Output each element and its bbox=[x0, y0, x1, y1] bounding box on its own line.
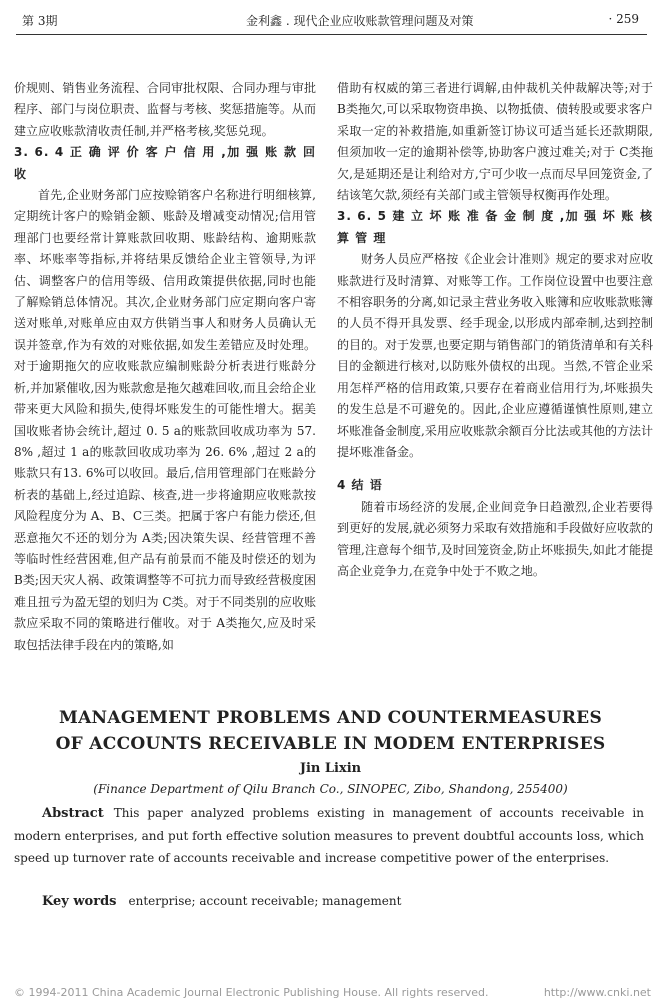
english-title-line-1: MANAGEMENT PROBLEMS AND COUNTERMEASURES bbox=[58, 708, 603, 728]
header-rule bbox=[16, 34, 647, 35]
page-header bbox=[16, 10, 647, 40]
section-heading-3-6-5: 3. 6. 5 建 立 坏 账 准 备 金 制 度 ,加 强 坏 账 核 算 管 理 bbox=[337, 209, 653, 245]
english-affiliation: (Finance Department of Qilu Branch Co., SINOPEC, Zibo, Shandong, 255400) bbox=[93, 782, 568, 796]
page-number: · 259 bbox=[608, 12, 639, 26]
english-author: Jin Lixin bbox=[299, 761, 362, 776]
english-abstract bbox=[14, 802, 644, 869]
right-column bbox=[337, 78, 653, 582]
english-keywords bbox=[42, 894, 401, 909]
body-paragraph: 随着市场经济的发展,企业间竞争日趋激烈,企业若要得到更好的发展,就必须努力采取有效措施和手段做好应收款的管理,注意每个细节,及时回笼资金,防止坏账损失,如此才能提高企业竞争力,在竞争中处于不败之地。 bbox=[337, 499, 653, 578]
issue-number: 第 3期 bbox=[22, 14, 58, 28]
keywords-text: enterprise; account receivable; management bbox=[128, 894, 402, 908]
continued-paragraph: 价规则、销售业务流程、合同审批权限、合同办理与审批程序、部门与岗位职责、监督与考核、奖惩措施等。从而建立应收账款清收责任制,并严格考核,奖惩兑现。 bbox=[14, 81, 316, 138]
abstract-text: This paper analyzed problems existing in management of accounts receivable in modern enterprises, and put forth effective solution measures to prevent doubtful accounts loss, which speed up turnover rate of accounts receivable and increase competitive power of the enterprises. bbox=[14, 806, 644, 865]
english-title-line-2: OF ACCOUNTS RECEIVABLE IN MODEM ENTERPRISES bbox=[55, 734, 606, 754]
page-footer bbox=[14, 986, 651, 999]
abstract-label: Abstract bbox=[42, 806, 104, 821]
continued-paragraph: 借助有权威的第三者进行调解,由仲裁机关仲裁解决等;对于 B类拖欠,可以采取物资串换、以物抵债、债转股或要求客户采取一定的补救措施,如重新签订协议可适当延长还款期限,但须加收一定的逾期补偿等,协助客户渡过难关;对于 C类拖欠,是延期还是让利给对方,宁可少收一点而尽早回笼资金,了结该笔欠款,须经有关部门或主管领导权衡再作处理。 bbox=[337, 81, 653, 203]
keywords-label: Key words bbox=[42, 894, 117, 909]
running-title: 金利鑫 . 现代企业应收账款管理问题及对策 bbox=[246, 14, 474, 28]
body-paragraph: 首先,企业财务部门应按赊销客户名称进行明细核算,定期统计客户的赊销金额、账龄及增减变动情况;信用管理部门也要经常计算账款回收期、账龄结构、逾期账款率、坏账率等指标,并将结果反馈给企业主管领导,为评估、调整客户的信用等级、信用政策提供依据,同时也能了解赊销总体情况。其次,企业财务部门应定期向客户寄送对账单,对账单应由双方供销当事人和财务人员确认无误并签章,作为有效的对账依据,如发生差错应及时处理。对于逾期拖欠的应收账款应编制账龄分析表进行账龄分析,并加紧催收,因为账款愈是拖欠越难回收,而且会给企业带来更大风险和损失,使得坏账发生的可能性增大。据美国收账者协会统计,超过 0. 5 a的账款回收成功率为 57. 8% ,超过 1 a的账款回收成功率为 26. 6% ,超过 2 a的账款只有13. 6%可以收回。最后,信用管理部门在账龄分析表的基础上,经过追踪、核查,进一步将逾期应收账款按风险程度分为 A、B、C三类。把属于客户有能力偿还,但恶意拖欠不还的划分为 A类;因决策失误、经营管理不善等临时性经营困难,但产品有前景而不能及时偿还的划为 B类;因天灾人祸、政策调整等不可抗力而导致经营极度困难且扭亏为盈无望的划归为 C类。对于不同类别的应收账款应采取不同的策略进行催收。对于 A类拖欠,应及时采取包括法律手段在内的策略,如 bbox=[14, 188, 316, 652]
section-heading-4: 4 结 语 bbox=[337, 478, 383, 493]
copyright-notice: © 1994-2011 China Academic Journal Electronic Publishing House. All rights reserved. bbox=[14, 986, 489, 999]
left-column bbox=[14, 78, 316, 656]
body-paragraph: 财务人员应严格按《企业会计准则》规定的要求对应收账款进行及时清算、对账等工作。工作岗位设置中也要注意不相容职务的分离,如记录主营业务收入账簿和应收账款账簿的人员不得开具发票、经手现金,以形成内部牵制,达到控制的目的。对于发票,也要定期与销售部门的销货清单和有关科目的金额进行核对,以防账外债权的出现。当然,不管企业采用怎样严格的信用政策,只要存在着商业信用行为,坏账损失的发生总是不可避免的。因此,企业应遵循谨慎性原则,建立坏账准备金制度,采用应收账款余额百分比法或其他的方法计提坏账准备金。 bbox=[337, 252, 653, 459]
footer-url[interactable]: http://www.cnki.net bbox=[543, 986, 651, 999]
section-heading-3-6-4: 3. 6. 4 正 确 评 价 客 户 信 用 ,加 强 账 款 回 收 bbox=[14, 145, 316, 181]
